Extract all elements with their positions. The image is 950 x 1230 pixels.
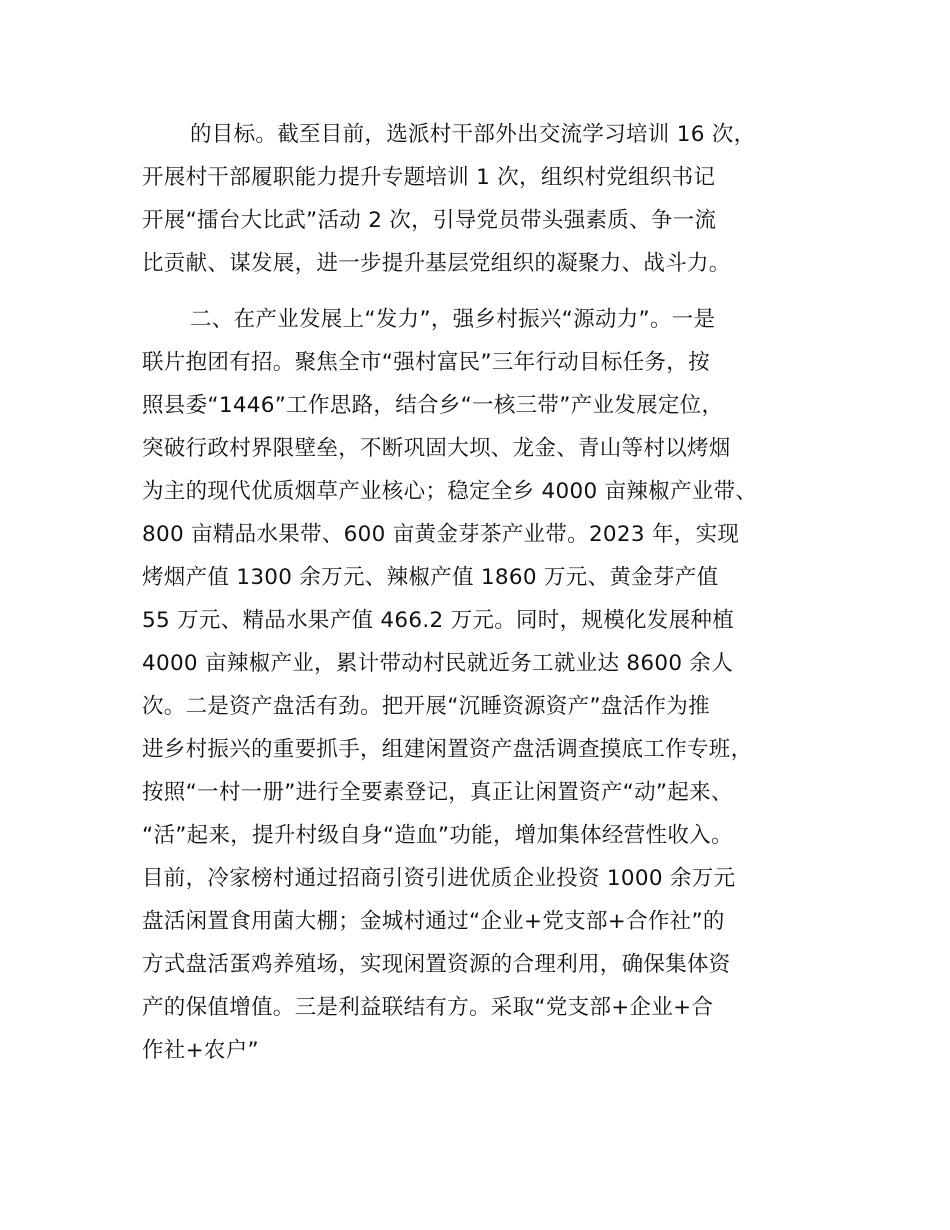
text-line: 照县委“1446”工作思路，结合乡“一核三带”产业发展定位， xyxy=(142,393,724,418)
text-line: 的目标。截至目前，选派村干部外出交流学习培训 16 次， xyxy=(190,122,756,147)
text-line: 为主的现代优质烟草产业核心；稳定全乡 4000 亩辣椒产业带、 xyxy=(142,479,758,504)
text-line: 二、在产业发展上“发力”，强乡村振兴“源动力”。一是 xyxy=(190,307,716,332)
text-line: 55 万元、精品水果产值 466.2 万元。同时，规模化发展种植 xyxy=(142,608,735,633)
text-line: 800 亩精品水果带、600 亩黄金芽茶产业带。2023 年，实现 xyxy=(142,522,740,547)
text-line: 进乡村振兴的重要抓手，组建闲置资产盘活调查摸底工作专班， xyxy=(142,737,753,762)
text-line: 联片抱团有招。聚焦全市“强村富民”三年行动目标任务，按 xyxy=(142,350,710,375)
text-line: 4000 亩辣椒产业，累计带动村民就近务工就业达 8600 余人 xyxy=(142,651,734,676)
text-line: 开展村干部履职能力提升专题培训 1 次，组织村党组织书记 xyxy=(142,165,716,190)
text-line: 烤烟产值 1300 余万元、辣椒产值 1860 万元、黄金芽产值 xyxy=(142,565,719,590)
text-line: 次。二是资产盘活有劲。把开展“沉睡资源资产”盘活作为推 xyxy=(142,694,710,719)
text-line: 方式盘活蛋鸡养殖场，实现闲置资源的合理利用，确保集体资 xyxy=(142,952,731,977)
text-line: 产的保值增值。三是利益联结有方。采取“党支部+企业+合 xyxy=(142,995,714,1020)
text-line: 盘活闲置食用菌大棚；金城村通过“企业+党支部+合作社”的 xyxy=(142,909,725,934)
text-line: 目前，冷家榜村通过招商引资引进优质企业投资 1000 余万元 xyxy=(142,866,736,891)
text-line: 开展“擂台大比武”活动 2 次，引导党员带头强素质、争一流 xyxy=(142,208,717,233)
text-line: 比贡献、谋发展，进一步提升基层党组织的凝聚力、战斗力。 xyxy=(142,251,731,276)
text-line: 按照“一村一册”进行全要素登记，真正让闲置资产“动”起来、 xyxy=(142,780,733,805)
text-line: 突破行政村界限壁垒，不断巩固大坝、龙金、青山等村以烤烟 xyxy=(142,436,731,461)
text-line: 作社+农户” xyxy=(142,1038,259,1063)
text-line: “活”起来，提升村级自身“造血”功能，增加集体经营性收入。 xyxy=(142,823,733,848)
